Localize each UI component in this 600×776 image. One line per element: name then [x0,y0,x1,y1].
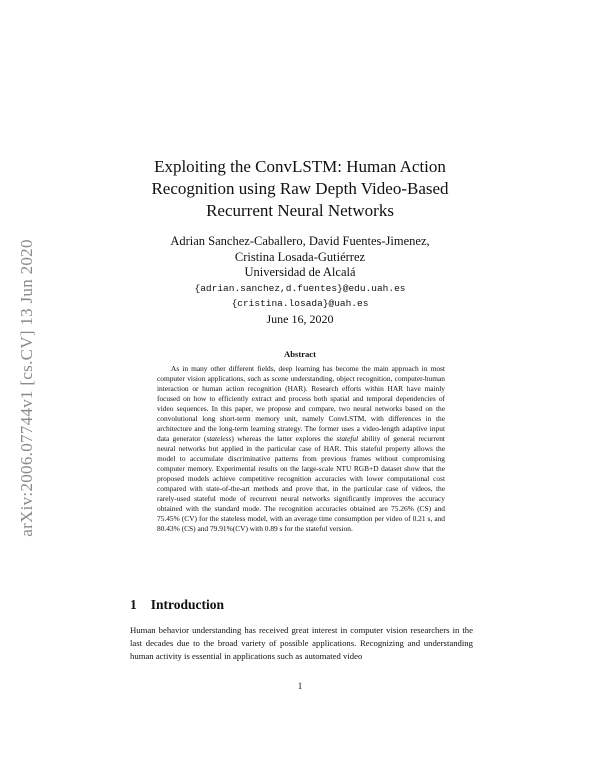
paper-title [0,156,600,222]
author-names-line-1: Adrian Sanchez-Caballero, David Fuentes-Jimenez, [170,234,430,248]
affiliation: Universidad de Alcalá [244,265,356,279]
section-title: Introduction [150,597,225,612]
abstract-emphasis-stateless: stateless [206,434,232,443]
abstract-text-part-3: ability of general recurrent neural networks but applied in the particular case of HAR. This stateful property allows the model to accumulate discriminative patterns from previous frames without compromising computer memory. Experimental results on the large-scale NTU RGB+D dataset show that the proposed models achieve competitive recognition accuracies with lower computational cost compared with state-of-the-art methods and prove that, in the particular case of videos, the rarely-used stateful mode of recurrent neural networks significantly improves the accuracy obtained with the standard mode. The recognition accuracies obtained are 75.26% (CS) and 75.45% (CV) for the stateless model, with an average time consumption per video of 0.21 s, and 80.43% (CS) and 79.91%(CV) with 0.89 s for the stateful version. [157,434,445,533]
abstract-emphasis-stateful: stateful [336,434,359,443]
introduction-body: Human behavior understanding has received great interest in computer vision researchers in the last decades due to the broad variety of possible applications. Recognizing and understanding human activity is essential in applications such as automated video [130,625,473,661]
author-email-2: {cristina.losada}@uah.es [231,297,369,309]
section-heading-introduction [130,597,224,613]
section-number: 1 [130,597,137,612]
abstract-body [157,364,445,534]
page-number: 1 [297,681,303,691]
title-line-1: Exploiting the ConvLSTM: Human Action [154,157,446,176]
title-line-3: Recurrent Neural Networks [206,201,394,220]
arxiv-identifier-stamp: arXiv:2006.07744v1 [cs.CV] 13 Jun 2020 [17,239,36,537]
abstract-text-part-2: ) whereas the latter explores the [231,434,337,443]
author-block [0,234,600,311]
author-email-1: {adrian.sanchez,d.fuentes}@edu.uah.es [194,282,406,294]
title-line-2: Recognition using Raw Depth Video-Based [151,179,449,198]
abstract-heading: Abstract [284,349,316,359]
author-names-line-2: Cristina Losada-Gutiérrez [234,249,366,264]
paper-date: June 16, 2020 [266,312,334,326]
abstract-text-part-1: As in many other different fields, deep learning has become the main approach in most computer vision applications, such as scene understanding, object recognition, computer-human interaction or human action recognition (HAR). Research efforts within HAR have mainly focused on how to efficiently extract and process both spatial and temporal dependencies of video sequences. In this paper, we propose and compare, two neural networks based on the convolutional long short-term memory unit, namely ConvLSTM, with differences in the architecture and the long-term learning strategy. The former uses a video-length adaptive input data generator ( [157,364,445,443]
